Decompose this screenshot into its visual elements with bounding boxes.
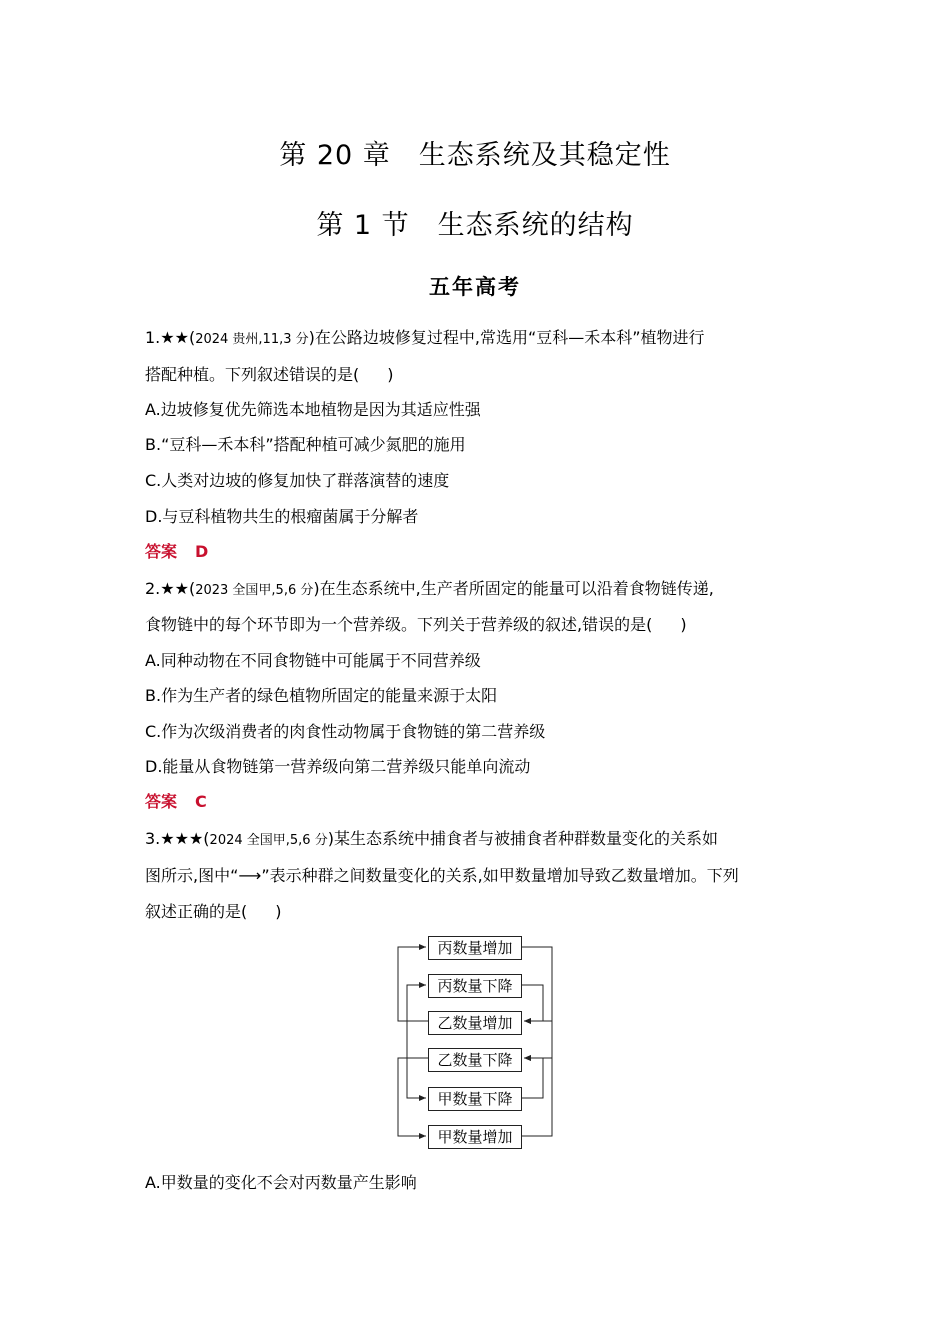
q2-stem-line2 <box>145 613 687 637</box>
chapter-title: 第 20 章 生态系统及其稳定性 <box>279 140 671 171</box>
q2-source: 2023 全国甲,5,6 分 <box>195 583 314 598</box>
box-jia-decrease: 甲数量下降 <box>428 1087 522 1111</box>
q1-stem-line1 <box>145 326 705 352</box>
q1-paren-close: ) <box>387 365 394 384</box>
box-yi-increase: 乙数量增加 <box>428 1011 522 1035</box>
answer-label: 答案 <box>145 792 178 811</box>
box-bing-increase: 丙数量增加 <box>428 936 522 960</box>
box-bing-decrease: 丙数量下降 <box>428 974 522 998</box>
diagram-connectors <box>395 934 560 1154</box>
answer-value: D <box>195 542 209 561</box>
q2-paren-close: ) <box>680 615 687 634</box>
q2-stem-text2: 食物链中的每个环节即为一个营养级。下列关于营养级的叙述,错误的是( <box>145 615 653 634</box>
q2-option-b: B.作为生产者的绿色植物所固定的能量来源于太阳 <box>145 686 498 705</box>
q1-number: 1.★★( <box>145 328 196 347</box>
q1-stem-line2 <box>145 363 394 387</box>
answer-value: C <box>195 792 207 811</box>
q3-option-a: A.甲数量的变化不会对丙数量产生影响 <box>145 1173 417 1192</box>
q3-stem-line1 <box>145 827 718 853</box>
q2-option-d: D.能量从食物链第一营养级向第二营养级只能单向流动 <box>145 757 531 776</box>
q1-stem-text2: 搭配种植。下列叙述错误的是( <box>145 365 360 384</box>
q1-option-b: B.“豆科—禾本科”搭配种植可减少氮肥的施用 <box>145 435 466 454</box>
q1-stem-text: )在公路边坡修复过程中,常选用“豆科—禾本科”植物进行 <box>308 328 705 347</box>
q2-stem-text: )在生态系统中,生产者所固定的能量可以沿着食物链传递, <box>313 579 714 598</box>
box-jia-increase: 甲数量增加 <box>428 1125 522 1149</box>
q2-stem-line1 <box>145 577 714 603</box>
q3-paren-close: ) <box>275 902 282 921</box>
q2-option-c: C.作为次级消费者的肉食性动物属于食物链的第二营养级 <box>145 722 546 741</box>
q2-number: 2.★★( <box>145 579 196 598</box>
q3-stem-text3: 叙述正确的是( <box>145 902 248 921</box>
q3-source: 2024 全国甲,5,6 分 <box>209 833 328 848</box>
population-relation-diagram <box>395 934 560 1154</box>
q3-stem-line2: 图所示,图中“⟶”表示种群之间数量变化的关系,如甲数量增加导致乙数量增加。下列 <box>145 866 739 885</box>
answer-label: 答案 <box>145 542 178 561</box>
q1-source: 2024 贵州,11,3 分 <box>195 332 309 347</box>
q1-answer <box>145 540 208 564</box>
q2-option-a: A.同种动物在不同食物链中可能属于不同营养级 <box>145 651 481 670</box>
q1-option-a: A.边坡修复优先筛选本地植物是因为其适应性强 <box>145 400 481 419</box>
q1-option-c: C.人类对边坡的修复加快了群落演替的速度 <box>145 471 450 490</box>
section-title: 第 1 节 生态系统的结构 <box>316 210 634 241</box>
q3-number: 3.★★★( <box>145 829 210 848</box>
q1-option-d: D.与豆科植物共生的根瘤菌属于分解者 <box>145 507 419 526</box>
q2-answer <box>145 790 207 814</box>
subtitle: 五年高考 <box>429 275 521 299</box>
q3-stem-text: )某生态系统中捕食者与被捕食者种群数量变化的关系如 <box>327 829 718 848</box>
box-yi-decrease: 乙数量下降 <box>428 1048 522 1072</box>
q3-stem-line3 <box>145 900 282 924</box>
